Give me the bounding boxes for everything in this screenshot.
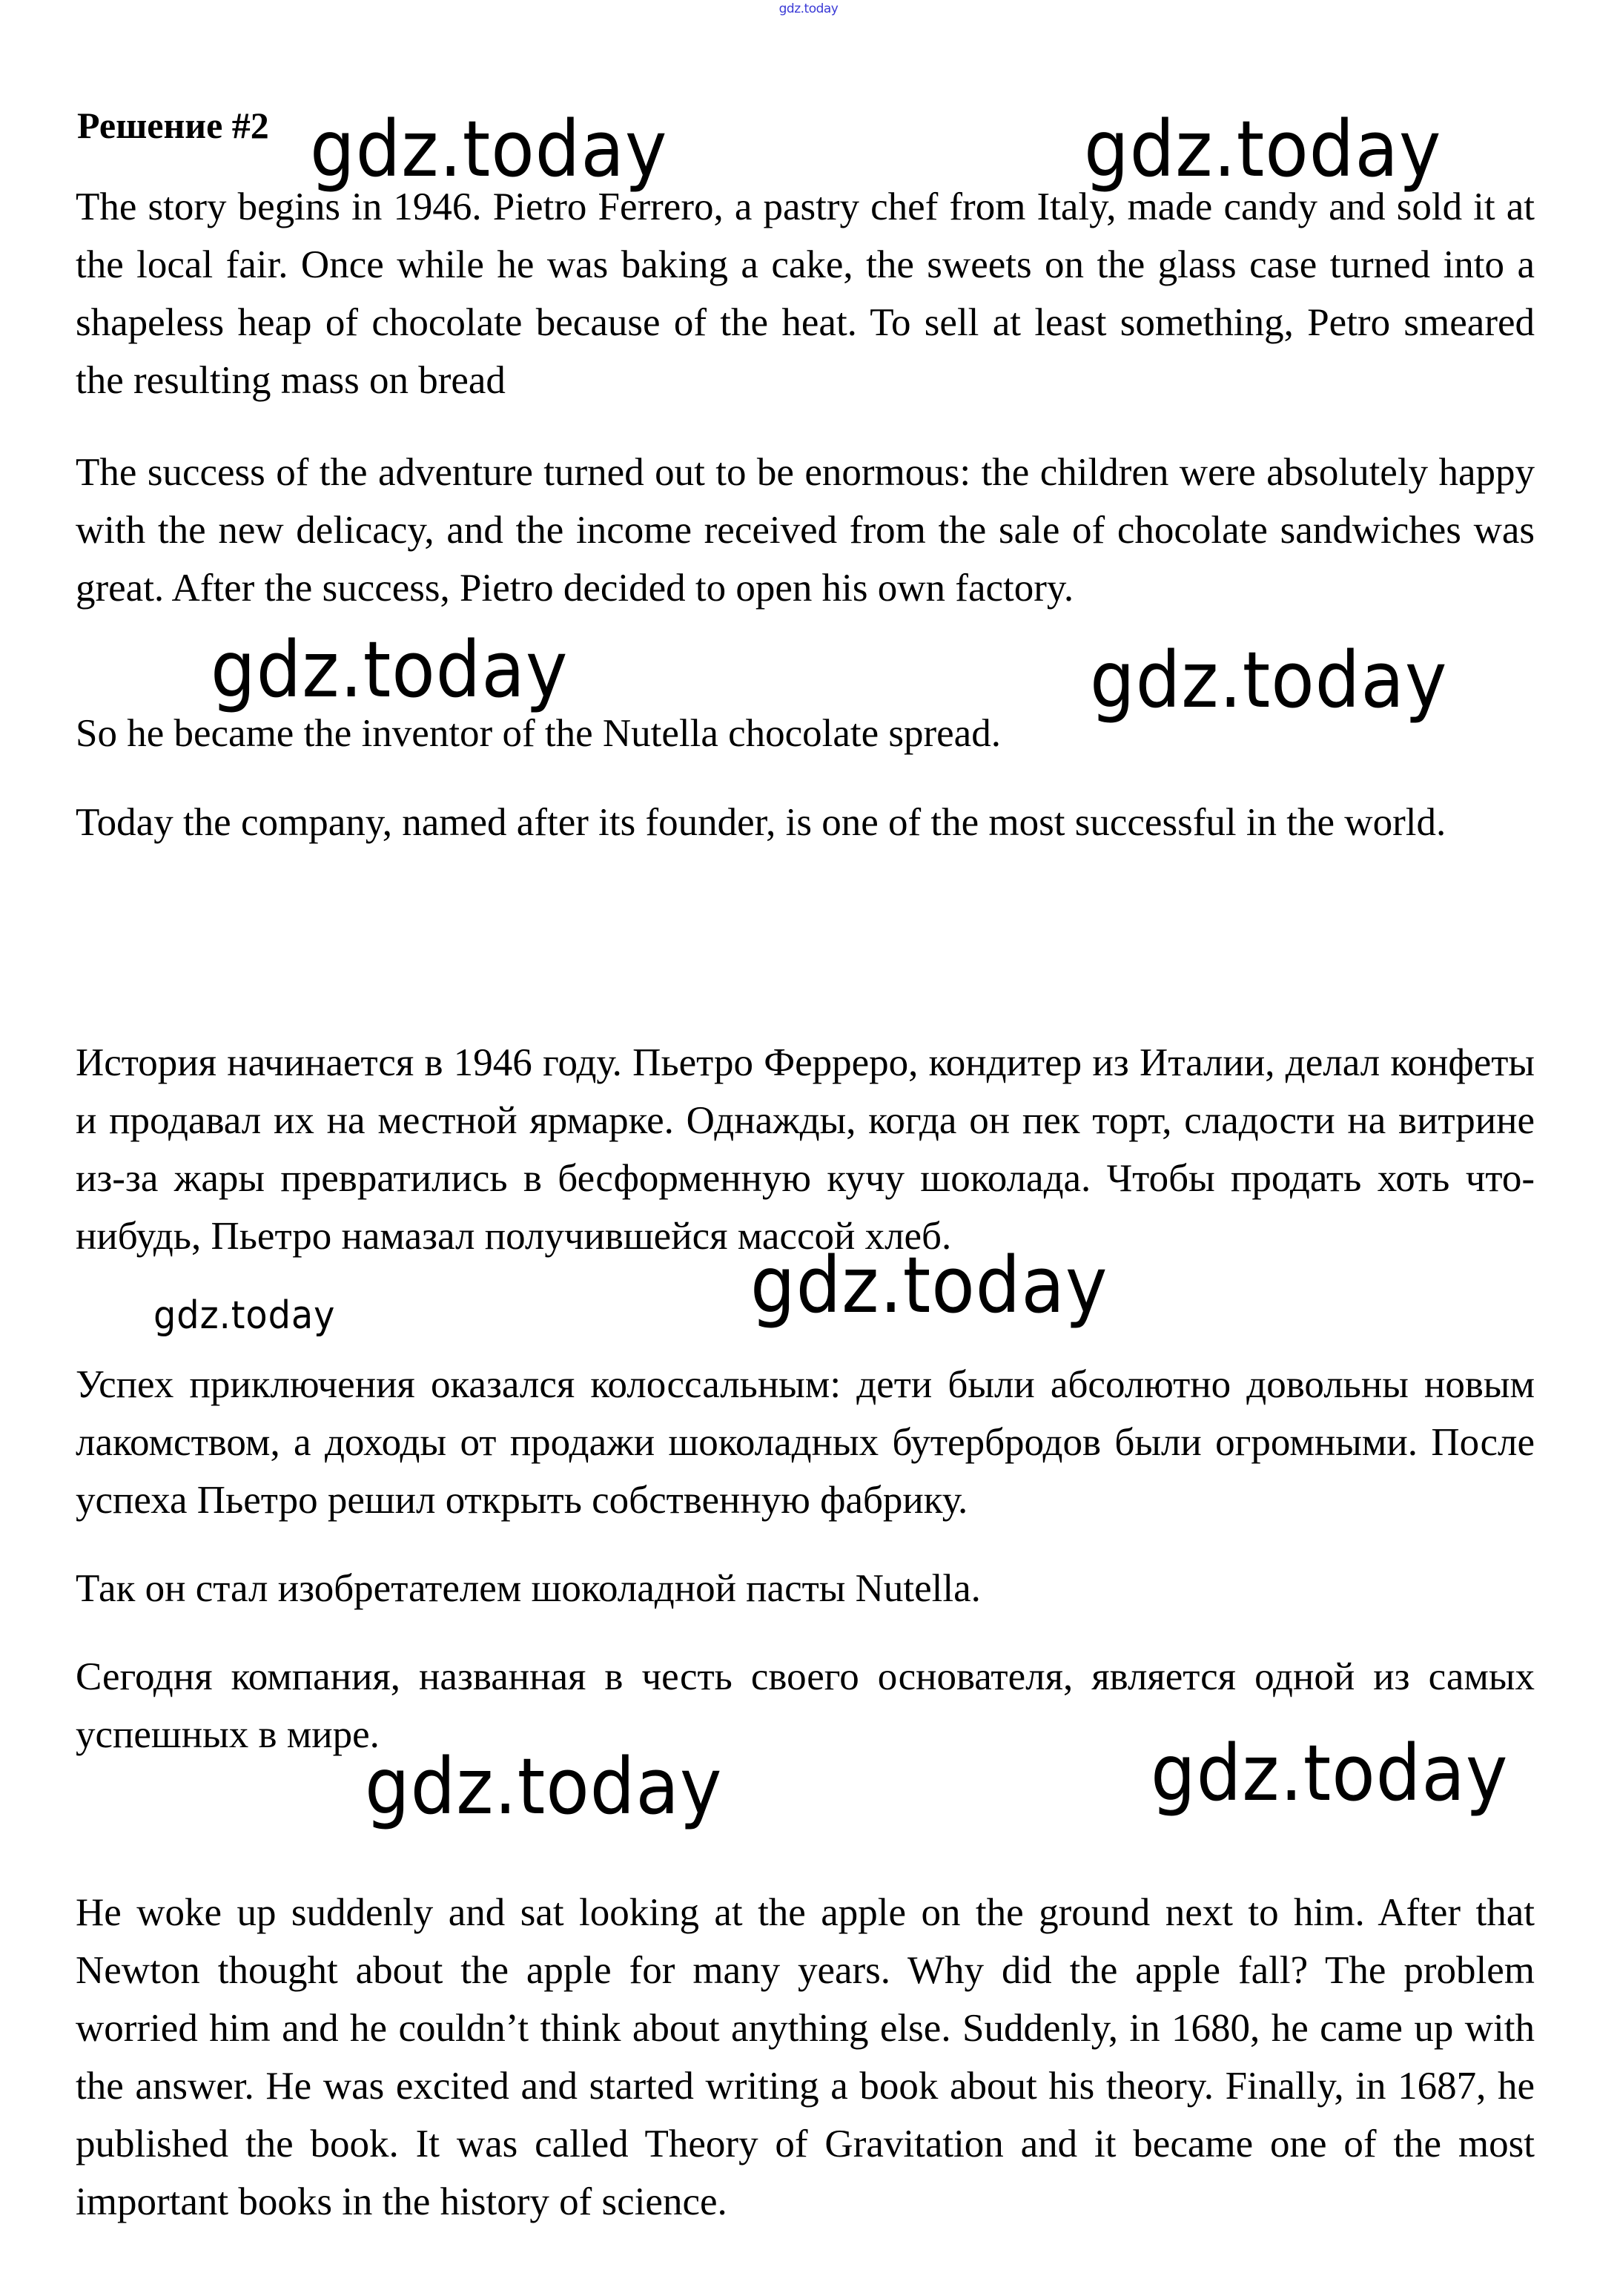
english-paragraph-4: Today the company, named after its founder, is one of the most successful in the world. xyxy=(76,801,1446,844)
watermark: gdz.today xyxy=(211,624,569,715)
watermark: gdz.today xyxy=(310,104,668,194)
watermark: gdz.today xyxy=(1084,104,1442,194)
watermark: gdz.today xyxy=(750,1240,1108,1330)
page-title: Решение #2 xyxy=(77,105,269,146)
russian-paragraph-1: История начинается в 1946 году. Пьетро Ферреро, кондитер из Италии, делал конфеты и продавал их на местной ярмарке. Однажды, когда он пек торт, сладости на витрине из-за жары превратились в бесформенную кучу шоколада. Чтобы продать хоть что-нибудь, Пьетро намазал получившейся массой хлеб. xyxy=(76,1041,1535,1258)
watermark: gdz.today xyxy=(1090,635,1448,725)
english-paragraph-3: So he became the inventor of the Nutella chocolate spread. xyxy=(76,712,1001,755)
top-watermark: gdz.today xyxy=(778,1,839,16)
russian-paragraph-4: Сегодня компания, названная в честь своего основателя, является одной из самых успешных в мире. xyxy=(76,1655,1535,1756)
newton-paragraph: He woke up suddenly and sat looking at the apple on the ground next to him. After that Newton thought about the apple for many years. Why did the apple fall? The problem worried him and he couldn’t think about anything else. Suddenly, in 1680, he came up with the answer. He was excited and started writing a book about his theory. Finally, in 1687, he published the book. It was called Theory of Gravitation and it became one of the most important books in the history of science. xyxy=(76,1891,1535,2223)
english-paragraph-1: The story begins in 1946. Pietro Ferrero, a pastry chef from Italy, made candy and sold it at the local fair. Once while he was baking a cake, the sweets on the glass case turned into a shapeless heap of chocolate because of the heat. To sell at least something, Petro smeared the resulting mass on bread xyxy=(76,185,1535,402)
russian-paragraph-3: Так он стал изобретателем шоколадной пасты Nutella. xyxy=(76,1567,981,1610)
watermark: gdz.today xyxy=(365,1741,723,1832)
russian-paragraph-2: Успех приключения оказался колоссальным: дети были абсолютно довольны новым лакомством, а доходы от продажи шоколадных бутербродов были огромными. После успеха Пьетро решил открыть собственную фабрику. xyxy=(76,1363,1535,1522)
english-paragraph-2: The success of the adventure turned out to be enormous: the children were absolutely happy with the new delicacy, and the income received from the sale of chocolate sandwiches was great. After the success, Pietro decided to open his own factory. xyxy=(76,451,1535,610)
watermark: gdz.today xyxy=(1151,1728,1509,1818)
watermark: gdz.today xyxy=(153,1293,336,1338)
